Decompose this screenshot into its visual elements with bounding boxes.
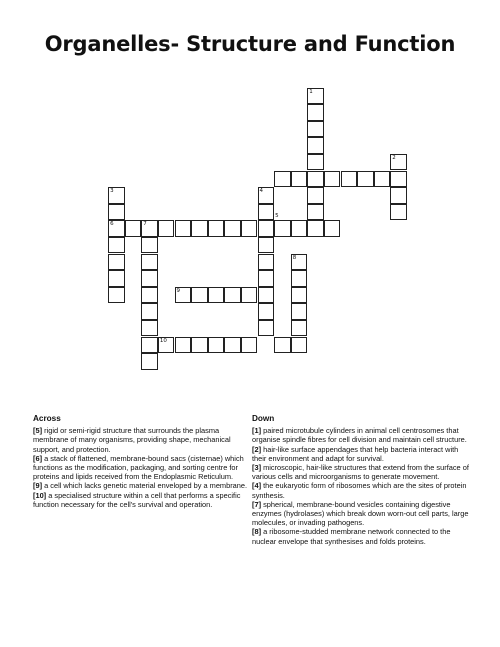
clue-text: a specialised structure within a cell that performs a specific function necessary for the cell's survival and operation. — [33, 490, 241, 509]
across-clue-9 — [33, 481, 251, 490]
grid-cell[interactable] — [141, 353, 158, 370]
grid-cell[interactable] — [141, 220, 158, 237]
grid-cell[interactable] — [125, 220, 142, 237]
grid-cell[interactable] — [307, 88, 324, 105]
across-clue-5 — [33, 426, 251, 454]
grid-cell[interactable] — [241, 337, 258, 354]
clue-number: [8] — [252, 527, 262, 537]
grid-cell[interactable] — [191, 220, 208, 237]
grid-cell[interactable] — [307, 104, 324, 121]
grid-cell[interactable] — [307, 154, 324, 171]
down-clue-3 — [252, 463, 470, 481]
grid-cell[interactable] — [258, 303, 275, 320]
grid-cell[interactable] — [291, 303, 308, 320]
clue-number: [5] — [33, 426, 43, 436]
grid-cell[interactable] — [307, 204, 324, 221]
grid-cell[interactable] — [307, 187, 324, 204]
clue-text: the eukaryotic form of ribosomes which are the sites of protein synthesis. — [252, 481, 467, 500]
grid-cell[interactable] — [175, 220, 192, 237]
grid-cell[interactable] — [274, 171, 291, 188]
grid-cell[interactable] — [158, 220, 175, 237]
grid-cell[interactable] — [390, 204, 407, 221]
down-clues — [252, 414, 470, 546]
clue-number: [6] — [33, 453, 43, 463]
down-clue-8 — [252, 527, 470, 545]
clue-number-label: 10 — [159, 337, 167, 344]
down-clue-1 — [252, 426, 470, 444]
grid-cell[interactable] — [324, 220, 341, 237]
clue-text: a cell which lacks genetic material enveloped by a membrane. — [42, 481, 248, 491]
grid-cell[interactable] — [390, 187, 407, 204]
clue-number-label: 5 — [275, 212, 279, 219]
grid-cell[interactable] — [258, 287, 275, 304]
grid-cell[interactable] — [141, 303, 158, 320]
grid-cell[interactable] — [390, 154, 407, 171]
page-title: Organelles- Structure and Function — [44, 32, 456, 56]
across-clue-6 — [33, 454, 251, 482]
clue-text: a ribosome-studded membrane network connected to the nuclear envelope that synthesises and folds proteins. — [252, 527, 451, 546]
down-clue-4 — [252, 481, 470, 499]
down-clue-7 — [252, 500, 470, 528]
grid-cell[interactable] — [291, 254, 308, 271]
grid-cell[interactable] — [108, 270, 125, 287]
clue-number-label: 9 — [176, 287, 180, 294]
grid-cell[interactable] — [108, 187, 125, 204]
grid-cell[interactable] — [258, 320, 275, 337]
across-clues — [33, 414, 251, 509]
down-heading: Down — [252, 414, 275, 423]
grid-cell[interactable] — [307, 171, 324, 188]
grid-cell[interactable] — [291, 320, 308, 337]
grid-cell[interactable] — [274, 337, 291, 354]
clue-number: [2] — [252, 444, 262, 454]
across-clue-10 — [33, 491, 251, 509]
clue-number: [10] — [33, 490, 47, 500]
clue-number-label: 1 — [309, 88, 313, 95]
grid-cell[interactable] — [291, 220, 308, 237]
grid-cell[interactable] — [191, 337, 208, 354]
grid-cell[interactable] — [241, 287, 258, 304]
grid-cell[interactable] — [258, 254, 275, 271]
clue-text: hair-like surface appendages that help bacteria interact with their environment and adapt for survival. — [252, 444, 459, 463]
grid-cell[interactable] — [175, 337, 192, 354]
grid-cell[interactable] — [307, 137, 324, 154]
grid-cell[interactable] — [175, 287, 192, 304]
across-heading: Across — [33, 414, 61, 423]
grid-cell[interactable] — [108, 287, 125, 304]
grid-cell[interactable] — [224, 220, 241, 237]
grid-cell[interactable] — [158, 337, 175, 354]
clue-number-label: 4 — [259, 188, 263, 195]
grid-cell[interactable] — [224, 337, 241, 354]
clue-number: [1] — [252, 426, 262, 436]
grid-cell[interactable] — [258, 220, 275, 237]
clue-text: paired microtubule cylinders in animal cell centrosomes that organise spindle fibres for cell division and maintain cell structure. — [252, 426, 467, 445]
clue-text: spherical, membrane-bound vesicles containing digestive enzymes (hydrolases) which break down worn-out cell parts, large molecules, or invading pathogens. — [252, 499, 469, 528]
grid-cell[interactable] — [291, 337, 308, 354]
grid-cell[interactable] — [208, 337, 225, 354]
clue-number-label: 2 — [392, 154, 396, 161]
grid-cell[interactable] — [141, 320, 158, 337]
clue-number: [9] — [33, 481, 43, 491]
grid-cell[interactable] — [108, 220, 125, 237]
grid-cell[interactable] — [224, 287, 241, 304]
grid-cell[interactable] — [141, 287, 158, 304]
grid-cell[interactable] — [291, 287, 308, 304]
grid-cell[interactable] — [258, 204, 275, 221]
clue-number-label: 3 — [110, 188, 114, 195]
grid-cell[interactable] — [208, 287, 225, 304]
grid-cell[interactable] — [390, 171, 407, 188]
grid-cell[interactable] — [241, 220, 258, 237]
grid-cell[interactable] — [291, 171, 308, 188]
grid-cell[interactable] — [141, 270, 158, 287]
grid-cell[interactable] — [341, 171, 358, 188]
grid-cell[interactable] — [141, 254, 158, 271]
grid-cell[interactable] — [108, 204, 125, 221]
down-clue-2 — [252, 445, 470, 463]
clue-number: [4] — [252, 481, 262, 491]
clue-text: rigid or semi-rigid structure that surrounds the plasma membrane of many organisms, providing shape, mechanical support, and protection. — [33, 426, 231, 454]
grid-cell[interactable] — [357, 171, 374, 188]
clue-number-label: 8 — [292, 254, 297, 261]
grid-cell[interactable] — [258, 270, 275, 287]
grid-cell[interactable] — [208, 220, 225, 237]
clue-number: [3] — [252, 463, 262, 473]
grid-cell[interactable] — [374, 171, 391, 188]
clue-text: microscopic, hair-like structures that extend from the surface of various cells and microorganisms to generate movement. — [252, 463, 469, 482]
grid-cell[interactable] — [307, 121, 324, 138]
grid-cell[interactable] — [307, 220, 324, 237]
grid-cell[interactable] — [141, 337, 158, 354]
grid-cell[interactable] — [141, 237, 158, 254]
grid-cell[interactable] — [258, 187, 275, 204]
grid-cell[interactable] — [258, 237, 275, 254]
grid-cell[interactable] — [191, 287, 208, 304]
clue-number-label: 6 — [110, 221, 114, 228]
grid-cell[interactable] — [291, 270, 308, 287]
grid-cell[interactable] — [108, 254, 125, 271]
clue-number: [7] — [252, 499, 262, 509]
grid-cell[interactable] — [108, 237, 125, 254]
clue-number-label: 7 — [143, 221, 147, 228]
grid-cell[interactable] — [274, 220, 291, 237]
clue-text: a stack of flattened, membrane-bound sacs (cisternae) which functions as the modification, packaging, and sorting centre for proteins and lipids received from the Endoplasmic Reticulum. — [33, 453, 244, 482]
grid-cell[interactable] — [324, 171, 341, 188]
